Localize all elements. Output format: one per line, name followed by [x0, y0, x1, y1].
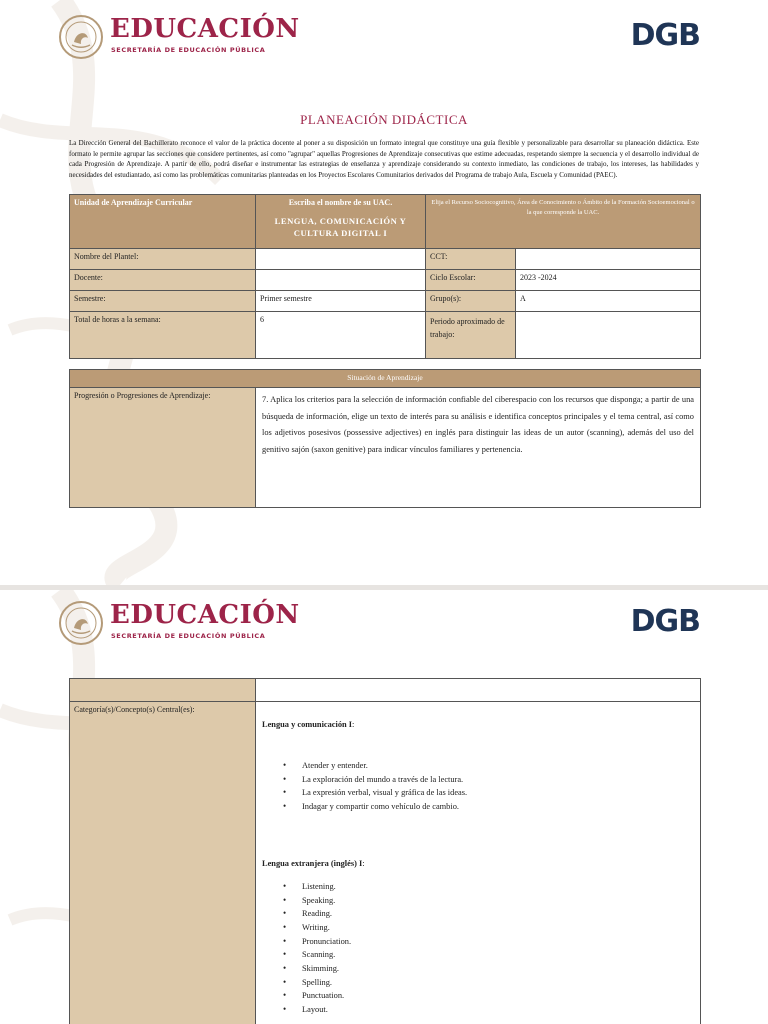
list-item: • Writing. [292, 921, 694, 935]
list-item: • Reading. [292, 907, 694, 921]
brand-title: EDUCACIÓN [110, 600, 300, 630]
dgb-logo: DGB [630, 18, 700, 53]
list-item: • Speaking. [292, 894, 694, 908]
docente-label: Docente: [70, 270, 256, 291]
docente-field[interactable] [256, 270, 426, 291]
plantel-label: Nombre del Plantel: [70, 249, 256, 270]
uac-name: LENGUA, COMUNICACIÓN Y CULTURA DIGITAL I [274, 216, 407, 238]
horas-label: Total de horas a la semana: [70, 312, 256, 359]
list-item: • Listening. [292, 880, 694, 894]
section1-colon: : [352, 720, 355, 729]
dgb-logo: DGB [630, 604, 700, 639]
categories-label: Categoría(s)/Concepto(s) Central(es): [70, 702, 256, 1024]
list-item: • Atender y entender. [292, 759, 694, 773]
semestre-label: Semestre: [70, 291, 256, 312]
list-item: • Pronunciation. [292, 935, 694, 949]
situation-table [69, 369, 701, 508]
plantel-field[interactable] [256, 249, 426, 270]
resource-prompt-cell[interactable]: Elija el Recurso Sociocognitivo, Área de Conocimiento o Ámbito de la Formación Socioemocional o la que corresponde la UAC. [426, 195, 701, 249]
list-item: • Punctuation. [292, 989, 694, 1003]
cct-label: CCT: [426, 249, 516, 270]
cct-field[interactable] [516, 249, 701, 270]
intro-paragraph: La Dirección General del Bachillerato reconoce el valor de la práctica docente al poner a su disposición un formato integral que constituye una guía flexible y personalizable para desarrollar su planeación didáctica. Este formato le permite agrupar las secciones que considere pertinentes, así como "agrupar" aquellas Progresiones de Aprendizaje consecutivas que estime adecuadas, respetando siempre la secuencia y el desarrollo individual de cada Progresión de Aprendizaje. A partir de ello, podrá diseñar e instrumentar las estrategias de enseñanza y aprendizaje considerando su contexto inmediato, las condiciones de trabajo, los intereses, las habilidades y necesidades del estudiantado, así como las problemáticas comunitarias planteadas en los Proyectos Escolares Comunitarios derivados del Programa de trabajo Aula, Escuela y Comunidad (PAEC). [69, 139, 699, 179]
brand-title: EDUCACIÓN [110, 14, 300, 44]
brand-subtitle: SECRETARÍA DE EDUCACIÓN PÚBLICA [111, 632, 266, 640]
section2-heading [262, 859, 694, 868]
page-header [58, 12, 718, 68]
periodo-field[interactable] [516, 312, 701, 359]
list-item: • La expresión verbal, visual y gráfica de las ideas. [292, 786, 694, 800]
info-table [69, 194, 701, 359]
document-title: PLANEACIÓN DIDÁCTICA [300, 112, 468, 127]
section1-heading [262, 720, 694, 729]
progression-text[interactable]: 7. Aplica los criterios para la selección de información confiable del ciberespacio con los recursos que disponga; a partir de una búsqueda de información, elige un texto de interés para su análisis e identifica conceptos principales y el tema central, así como los adjetivos posesivos (possessive adjectives) en inglés para distinguir las ideas de un autor (scanning), además del uso del genitivo sajón (saxon genitive) para indicar vínculos familiares y pertenencia. [256, 388, 701, 508]
list-item: • La exploración del mundo a través de la lectura. [292, 773, 694, 787]
categories-content[interactable] [256, 702, 701, 1024]
national-seal-icon [58, 600, 104, 646]
list-item: • Indagar y compartir como vehículo de cambio. [292, 800, 694, 814]
section1-list [292, 759, 694, 814]
list-item: • Layout. [292, 1003, 694, 1017]
national-seal-icon [58, 14, 104, 60]
section2-colon: : [362, 858, 365, 868]
situation-header: Situación de Aprendizaje [70, 370, 701, 388]
grupo-label: Grupo(s): [426, 291, 516, 312]
list-item: • Spelling. [292, 976, 694, 990]
document-page-2 [0, 590, 768, 1024]
periodo-label: Periodo aproximado de trabajo: [426, 312, 516, 359]
list-item: • Skimming. [292, 962, 694, 976]
page-header [58, 598, 718, 654]
categories-table [69, 678, 701, 1024]
brand-subtitle: SECRETARÍA DE EDUCACIÓN PÚBLICA [111, 46, 266, 54]
list-item: • Scanning. [292, 948, 694, 962]
uac-name-prompt: Escriba el nombre de su UAC. [288, 198, 393, 207]
uac-name-cell[interactable] [256, 195, 426, 249]
ciclo-field[interactable]: 2023 -2024 [516, 270, 701, 291]
categories-header-left [70, 679, 256, 702]
section2-list [292, 880, 694, 1017]
ciclo-label: Ciclo Escolar: [426, 270, 516, 291]
uac-header-cell: Unidad de Aprendizaje Curricular [70, 195, 256, 249]
horas-field[interactable]: 6 [256, 312, 426, 359]
semestre-field[interactable]: Primer semestre [256, 291, 426, 312]
categories-header-right [256, 679, 701, 702]
progression-label: Progresión o Progresiones de Aprendizaje: [70, 388, 256, 508]
section1-title: Lengua y comunicación I [262, 720, 353, 729]
section2-title: Lengua extranjera (inglés) I [262, 858, 363, 868]
grupo-field[interactable]: A [516, 291, 701, 312]
